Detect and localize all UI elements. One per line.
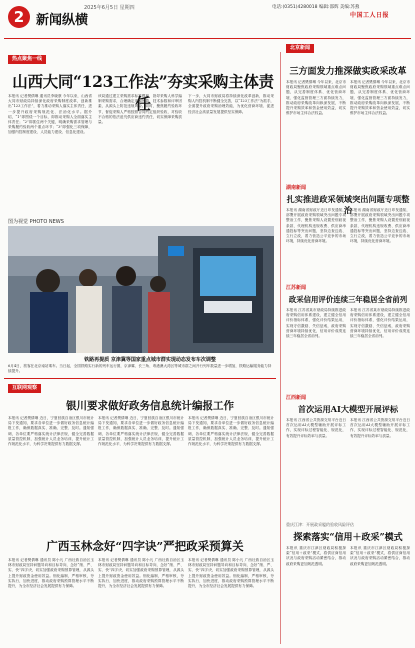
article2-body-col1: 本报讯 记者樊倩琳 近日，宁夏回族自治区银川市统计局下发通知，要求各单位进一步做好政务信息统计编报工作，确保数据真实、准确、完整、及时。通知强调，各单位要严格落实统计法律法规，健全完善数据质量管控机制，加强统计人员业务培训，提升统计工作规范化水平，为科学决策提供有力数据支撑。: [8, 416, 94, 447]
article3-body-col3: 本报讯 记者樊倩琳 通讯员 陈小凡 广西壮族自治区玉林市财政局坚持问题导向和目标导向，念好“细、严、实、快”四字诀，切实加强政府采购预算管理，从源头上提升财政资金使用效益。细化编制，严格审核，夯实执行，加快进度，推动政府采购预算管理水平不断提升，为全市经济社会发展提供有力保障。: [188, 558, 274, 589]
right-article5-subtitle: 重庆江津：开展政采履约验收风险评估: [286, 522, 354, 527]
right-article2-body-col1: 本报讯 湖南省财政厅近日印发通知，部署开展政府采购领域突出问题专项整治工作，聚焦采购人设置差别歧视条款、代理机构违规收费、供应商串通投标等突出问题，坚持边查边改、立行立改，着力营造公平竞争的市场环境，持续优化营商环境。: [286, 208, 346, 244]
right-article1-body-col2: 本报讯 记者樊倩琳 今年以来，北京市财政局聚焦政府采购领域重点难点问题，从完善制度体系、优化营商环境、强化监督管理三方面持续发力，推动政府采购改革向纵深发展，不断提升采购效率和资金使用效益，切实维护市场主体合法权益。: [350, 80, 410, 116]
page-header: [0, 0, 415, 40]
right-article3-tag: 江苏新闻: [286, 285, 307, 291]
main-article-body-col3: 下一步，大同市财政局将持续深化改革创新，推动采购人内控机制不断健全完善，以“123工作法”为抓手，全面提升政府采购治理效能，为优化营商环境、促进经济社会高质量发展提供坚实保障。: [188, 94, 274, 114]
article3-body-col1: 本报讯 记者樊倩琳 通讯员 陈小凡 广西壮族自治区玉林市财政局坚持问题导向和目标导向，念好“细、严、实、快”四字诀，切实加强政府采购预算管理，从源头上提升财政资金使用效益。细化编制，严格审核，夯实执行，加快进度，推动政府采购预算管理水平不断提升，为全市经济社会发展提供有力保障。: [8, 558, 94, 589]
right-article4-body-col2: 本报讯 江西省公共资源交易平台近日首次运用AI大模型辅助开展评标工作，实现评标过程智能化、规范化，有效提升评标效率与质量。: [350, 418, 410, 438]
article3-body-col2: 本报讯 记者樊倩琳 通讯员 陈小凡 广西壮族自治区玉林市财政局坚持问题导向和目标导向，念好“细、严、实、快”四字诀，切实加强政府采购预算管理，从源头上提升财政资金使用效益。细化编制，严格审核，夯实执行，加快进度，推动政府采购预算管理水平不断提升，为全市经济社会发展提供有力保障。: [98, 558, 184, 589]
column-rule: [280, 52, 281, 644]
header-rule: [4, 38, 411, 39]
photo-credit: 图为视觉 PHOTO NEWS: [8, 219, 64, 225]
main-article-title: 山西大同“123工作法”夯实采购主体责任: [12, 72, 274, 113]
photo-caption-title: 铁路再提质 京津冀等国家重点城市群实现动态发布车次调整: [84, 357, 216, 363]
section-rule: [4, 378, 276, 379]
main-article-body-col1: 本报讯 记者樊倩琳 通讯员李晓康 今年以来，山西省大同市财政局持续深化政府采购制度改革，创新推出“123工作法”，着力推动采购人落实主体责任，进一步提升政府采购规范化、法治化水平。据介绍，“1”即围绕一个目标，即推动采购人全面落实主体责任；“2”即抓住两个关键，明确采购需求管理与采购履约验收两个重点环节；“3”即强化三项保障，加强内控制度建设、人员能力建设、信息化建设。: [8, 94, 92, 135]
main-article-body-col2: 该局通过建立采购需求标准模板，指导采购人科学编制采购需求，合理确定采购预算、技术参数和评审因素，从源头上防范违规风险。同时，聚焦履约验收环节，督促采购人严格按照合同约定组织验收，对验收不合格的依法追究供应商违约责任，切实保障采购质量。: [98, 94, 182, 125]
right-article4-title: 首次运用AI大模型开展评标: [297, 404, 399, 414]
article2-tag: 互联网观察: [8, 384, 41, 393]
photo-caption: 6月4日，旅客在北京南站乘车。当日起，全国铁路实行新的列车运行图，京津冀、长三角、粤港澳大湾区等城市群之间开行列车数量进一步增加，铁路运输服务能力持续提升。: [8, 364, 272, 373]
right-article4-body-col1: 本报讯 江西省公共资源交易平台近日首次运用AI大模型辅助开展评标工作，实现评标过程智能化、规范化，有效提升评标效率与质量。: [286, 418, 346, 438]
right-article5-title: 探索落实“信用＋政采”模式: [293, 533, 403, 543]
issue-date: 2025年6月5日 星期四: [84, 5, 135, 11]
right-article5-body-col2: 本报讯 重庆市江津区财政局积极探索“信用＋政采”模式，将供应商信用状况与政府采购活动紧密结合，推动政府采购更加规范透明。: [350, 546, 410, 566]
article3-title: 广西玉林念好“四字诀”严把政采预算关: [46, 539, 244, 553]
news-photo: [8, 226, 274, 353]
paper-brand: 中国工人日报: [350, 12, 390, 19]
right-article2-body-col2: 本报讯 湖南省财政厅近日印发通知，部署开展政府采购领域突出问题专项整治工作，聚焦采购人设置差别歧视条款、代理机构违规收费、供应商串通投标等突出问题，坚持边查边改、立行立改，着力营造公平竞争的市场环境，持续优化营商环境。: [350, 208, 410, 244]
page-number: 2: [8, 6, 30, 28]
right-article4-tag: 江西新闻: [286, 395, 307, 401]
right-article1-body-col1: 本报讯 记者樊倩琳 今年以来，北京市财政局聚焦政府采购领域重点难点问题，从完善制度体系、优化营商环境、强化监督管理三方面持续发力，推动政府采购改革向纵深发展，不断提升采购效率和资金使用效益，切实维护市场主体合法权益。: [286, 80, 346, 116]
right-article3-title: 政采信用评价连续三年稳居全省前列: [288, 295, 408, 304]
editor-line: 电话:(0351)4280018 编辑:邵辉 美编:苏燕: [272, 5, 360, 10]
article2-body-col2: 本报讯 记者樊倩琳 近日，宁夏回族自治区银川市统计局下发通知，要求各单位进一步做好政务信息统计编报工作，确保数据真实、准确、完整、及时。通知强调，各单位要严格落实统计法律法规，健全完善数据质量管控机制，加强统计人员业务培训，提升统计工作规范化水平，为科学决策提供有力数据支撑。: [98, 416, 184, 447]
right-article2-title: 扎实推进政采领域突出问题专项整治: [286, 194, 410, 215]
right-article3-body-col1: 本报讯 江苏省某市财政局持续推进政府采购信用体系建设，建立健全信用评价指标体系，强化评价结果运用，实现守信激励、失信惩戒，政府采购营商环境持续优化，信用评价成绩连续三年稳居全省前列。: [286, 308, 346, 339]
article2-body-col3: 本报讯 记者樊倩琳 近日，宁夏回族自治区银川市统计局下发通知，要求各单位进一步做好政务信息统计编报工作，确保数据真实、准确、完整、及时。通知强调，各单位要严格落实统计法律法规，健全完善数据质量管控机制，加强统计人员业务培训，提升统计工作规范化水平，为科学决策提供有力数据支撑。: [188, 416, 274, 447]
main-article-tag: 热点聚焦一线: [8, 55, 46, 64]
right-section-tag: 北京新闻: [286, 44, 314, 53]
right-article5-body-col1: 本报讯 重庆市江津区财政局积极探索“信用＋政采”模式，将供应商信用状况与政府采购活动紧密结合，推动政府采购更加规范透明。: [286, 546, 346, 566]
right-article3-body-col2: 本报讯 江苏省某市财政局持续推进政府采购信用体系建设，建立健全信用评价指标体系，强化评价结果运用，实现守信激励、失信惩戒，政府采购营商环境持续优化，信用评价成绩连续三年稳居全省前列。: [350, 308, 410, 339]
right-article2-tag: 湖南新闻: [286, 185, 307, 191]
section-name: 新闻纵横: [36, 13, 89, 28]
article2-title: 银川要求做好政务信息统计编报工作: [66, 400, 234, 412]
right-article1-title: 三方面发力推深做实政采改革: [289, 67, 407, 77]
